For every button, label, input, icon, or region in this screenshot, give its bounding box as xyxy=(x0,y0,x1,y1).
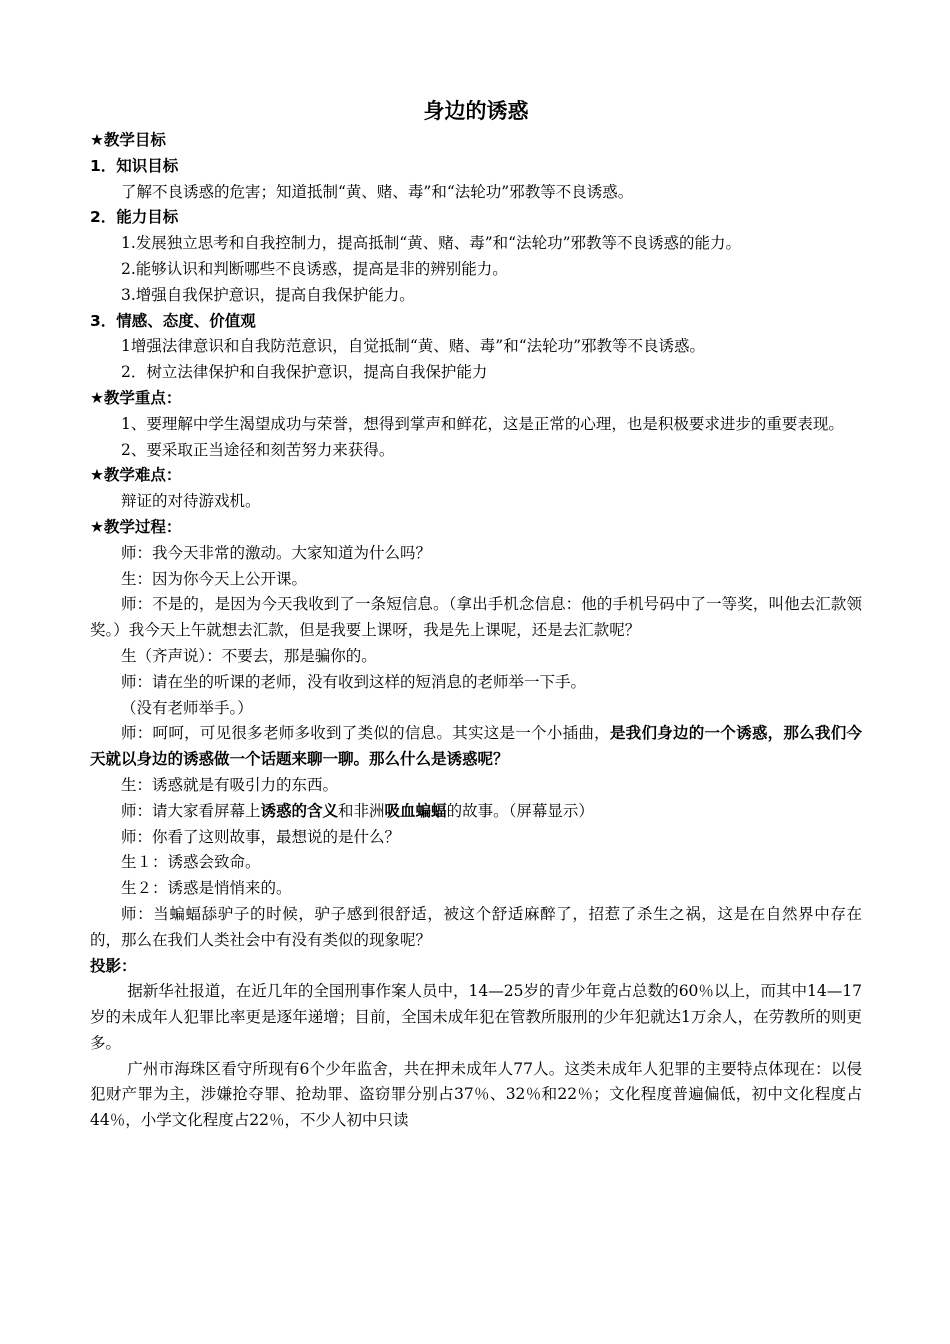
ability-goal-heading: 2．能力目标 xyxy=(90,208,179,227)
dialogue-line: 师：当蝙蝠舔驴子的时候，驴子感到很舒适，被这个舒适麻醉了，招惹了杀生之祸，这是在自然界中存在的，那么在我们人类社会中有没有类似的现象呢？ xyxy=(90,904,862,949)
ability-goal-item: 1.发展独立思考和自我控制力，提高抵制“黄、赌、毒”和“法轮功”邪教等不良诱惑的能力。 xyxy=(121,234,741,253)
dialogue-text: 师：请大家看屏幕上 xyxy=(121,801,261,820)
ability-goal-item: 3.增强自我保护意识，提高自我保护能力。 xyxy=(121,285,415,304)
document-page xyxy=(90,96,862,1134)
key-points-heading: ★教学重点： xyxy=(90,388,182,407)
projection-heading: 投影： xyxy=(90,956,137,975)
projection-paragraph: 据新华社报道，在近几年的全国刑事作案人员中，14—25岁的青少年竟占总数的60％以上，而其中14—17岁的未成年人犯罪比率更是逐年递增；目前，全国未成年犯在管教所服刑的少年犯就达1万余人，在劳教所的则更多。 xyxy=(90,982,862,1052)
emotion-goal-heading: 3．情感、态度、价值观 xyxy=(90,311,256,330)
dialogue-emphasis: 是我们身边的一个诱惑，那么我们今天就以身边的诱惑做一个话题来聊一聊。那么什么是诱惑呢？ xyxy=(90,724,862,769)
dialogue-line: 生：诱惑就是有吸引力的东西。 xyxy=(121,775,339,794)
dialogue-line: 师：你看了这则故事，最想说的是什么？ xyxy=(121,827,401,846)
dialogue-line: 师：请在坐的听课的老师，没有收到这样的短消息的老师举一下手。 xyxy=(121,672,587,691)
dialogue-emphasis: 诱惑的含义 xyxy=(260,801,339,820)
knowledge-goal-heading: 1．知识目标 xyxy=(90,156,179,175)
dialogue-line: 生（齐声说）：不要去，那是骗你的。 xyxy=(121,646,377,665)
key-point-item: 2、要采取正当途径和刻苦努力来获得。 xyxy=(121,440,395,459)
difficulty-heading: ★教学难点： xyxy=(90,466,182,485)
emotion-goal-item: 1增强法律意识和自我防范意识，自觉抵制“黄、赌、毒”和“法轮功”邪教等不良诱惑。 xyxy=(121,337,706,356)
dialogue-line: 师：不是的，是因为今天我收到了一条短信息。（拿出手机念信息：他的手机号码中了一等奖，叫他去汇款领奖。）我今天上午就想去汇款，但是我要上课呀，我是先上课呢，还是去汇款呢？ xyxy=(90,595,862,640)
emotion-goal-item: 2．树立法律保护和自我保护意识，提高自我保护能力 xyxy=(121,363,488,382)
page-title: 身边的诱惑 xyxy=(423,99,529,123)
dialogue-line: 生１：诱惑会致命。 xyxy=(121,853,261,872)
goals-heading: ★教学目标 xyxy=(90,131,166,149)
dialogue-line xyxy=(90,799,862,825)
dialogue-line: 生２：诱惑是悄悄来的。 xyxy=(121,879,292,898)
dialogue-text: 和非洲 xyxy=(338,801,385,820)
dialogue-line xyxy=(90,721,862,773)
difficulty-text: 辩证的对待游戏机。 xyxy=(121,492,261,511)
dialogue-text: 的故事。（屏幕显示） xyxy=(446,801,594,820)
ability-goal-item: 2.能够认识和判断哪些不良诱惑，提高是非的辨别能力。 xyxy=(121,259,508,278)
key-point-item: 1、要理解中学生渴望成功与荣誉，想得到掌声和鲜花，这是正常的心理，也是积极要求进步的重要表现。 xyxy=(121,414,844,433)
knowledge-goal-text: 了解不良诱惑的危害；知道抵制“黄、赌、毒”和“法轮功”邪教等不良诱惑。 xyxy=(121,182,634,201)
dialogue-line: 师：我今天非常的激动。大家知道为什么吗？ xyxy=(121,543,432,562)
dialogue-text: 师：呵呵，可见很多老师多收到了类似的信息。其实这是一个小插曲， xyxy=(121,724,610,743)
dialogue-emphasis: 吸血蝙蝠 xyxy=(384,801,447,820)
process-heading: ★教学过程： xyxy=(90,517,182,536)
projection-paragraph: 广州市海珠区看守所现有6个少年监舍，共在押未成年人77人。这类未成年人犯罪的主要特点体现在：以侵犯财产罪为主，涉嫌抢夺罪、抢劫罪、盗窃罪分别占37％、32％和22％；文化程度普遍偏低，初中文化程度占44％，小学文化程度占22％，不少人初中只读 xyxy=(90,1059,862,1130)
dialogue-line: （没有老师举手。） xyxy=(121,698,253,717)
dialogue-line: 生：因为你今天上公开课。 xyxy=(121,569,308,588)
